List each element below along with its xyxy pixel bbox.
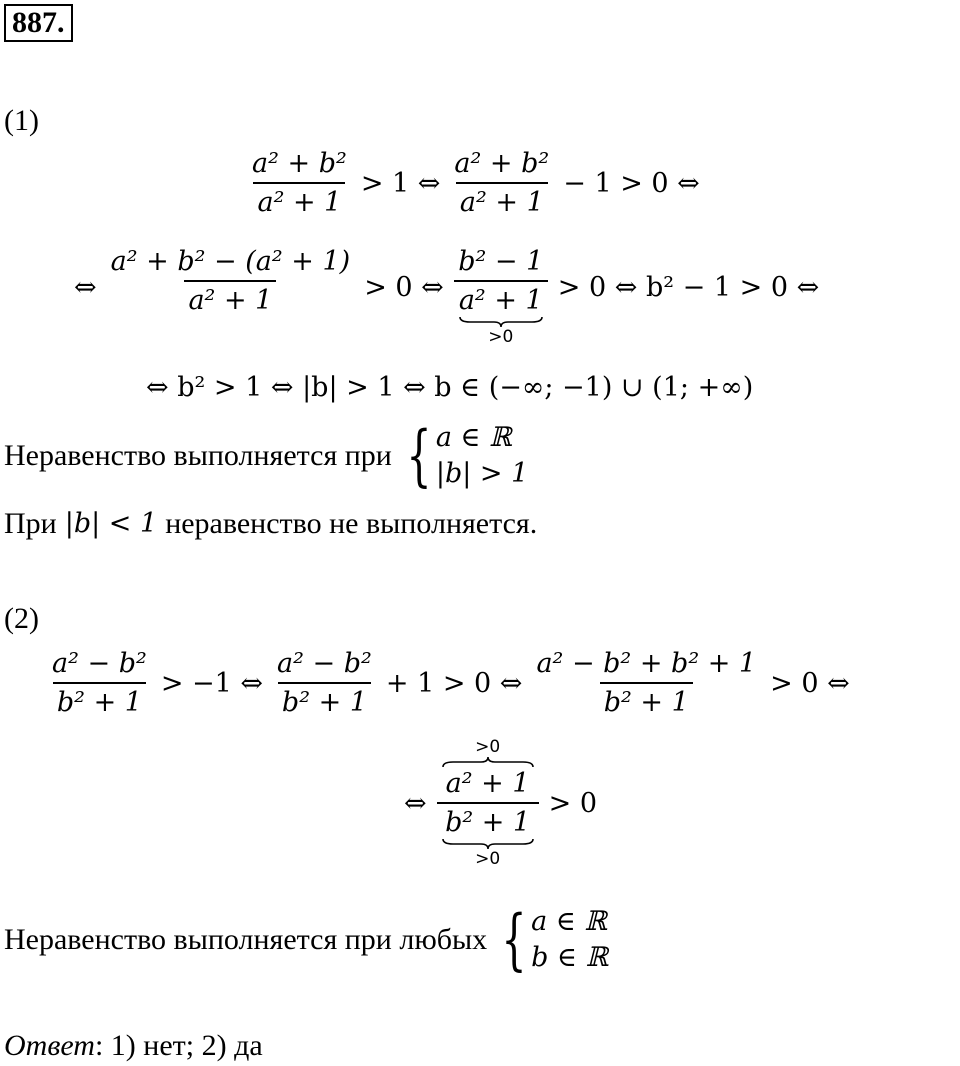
denominator: a² + 1 [253, 182, 345, 218]
left-curly-brace-icon: { [406, 417, 432, 494]
system-lines [531, 904, 608, 976]
part1-note [4, 504, 537, 544]
system-line: a ∈ ℝ [435, 422, 512, 453]
part1-condition [4, 417, 529, 494]
denominator: b² + 1 [445, 807, 531, 838]
denominator: a² + 1 [456, 182, 548, 218]
overbrace-icon [441, 756, 535, 768]
part2-line2 [398, 738, 603, 868]
relation: > 0 ⇔ b² − 1 > 0 ⇔ [557, 272, 820, 303]
fraction [248, 148, 351, 218]
relation: > 0 ⇔ [770, 667, 850, 699]
problem-number: 887. [4, 4, 73, 42]
relation: > −1 ⇔ [160, 667, 264, 699]
part2-label: (2) [4, 602, 39, 635]
denominator-with-brace [454, 280, 548, 346]
denominator-with-brace [437, 802, 539, 868]
numerator: a² + 1 [445, 768, 530, 799]
denominator: b² + 1 [53, 682, 146, 718]
brace-note: >0 [475, 849, 501, 869]
denominator: b² + 1 [278, 682, 371, 718]
equivalence: ⇔ [404, 787, 427, 819]
numerator: a² + b² [454, 148, 550, 179]
system-lines [436, 420, 528, 492]
system-line: b ∈ ℝ [531, 942, 609, 973]
part2-line1 [44, 648, 856, 718]
fraction [450, 148, 553, 218]
numerator: a² − b² [277, 648, 372, 679]
part1-line3: ⇔ b² > 1 ⇔ |b| > 1 ⇔ b ∈ (−∞; −1) ∪ (1; +∞) [146, 372, 754, 403]
condition-text: Неравенство выполняется при любых [4, 923, 488, 956]
note-prefix: При [4, 507, 57, 540]
numerator: b² − 1 [458, 246, 544, 277]
numerator-with-brace [437, 738, 539, 802]
condition-system [398, 417, 529, 494]
denominator: b² + 1 [600, 682, 693, 718]
brace-note: >0 [475, 737, 501, 757]
answer-text: : 1) нет; 2) да [94, 1029, 263, 1062]
numerator: a² + b² − (a² + 1) [110, 246, 351, 277]
fraction [437, 738, 539, 868]
answer-line [4, 1026, 263, 1066]
fraction [454, 246, 548, 346]
denominator: a² + 1 [458, 285, 543, 316]
relation: + 1 > 0 ⇔ [385, 667, 523, 699]
relation: > 1 ⇔ [360, 167, 441, 199]
fraction [273, 648, 376, 718]
condition-text: Неравенство выполняется при [4, 439, 392, 472]
note-math: |b| < 1 [64, 508, 158, 539]
left-curly-brace-icon: { [501, 901, 527, 978]
system-line: |b| > 1 [435, 458, 529, 489]
brace-note: >0 [488, 327, 514, 347]
numerator: a² − b² + b² + 1 [536, 648, 757, 679]
fraction [532, 648, 760, 718]
part1-line2 [68, 246, 825, 346]
answer-label: Ответ [4, 1029, 95, 1062]
equivalence: ⇔ [74, 272, 97, 303]
relation: > 0 ⇔ [364, 272, 444, 303]
part1-line1 [244, 148, 706, 218]
numerator: a² − b² [52, 648, 147, 679]
numerator: a² + b² [252, 148, 347, 179]
denominator: a² + 1 [184, 280, 276, 316]
note-suffix: неравенство не выполняется. [165, 507, 538, 540]
part1-label: (1) [4, 104, 39, 137]
relation: > 0 [548, 787, 598, 819]
part2-condition [4, 901, 609, 978]
fraction [107, 246, 355, 316]
condition-system [493, 901, 609, 978]
fraction [48, 648, 151, 718]
system-line: a ∈ ℝ [531, 906, 607, 937]
relation: − 1 > 0 ⇔ [563, 167, 700, 199]
